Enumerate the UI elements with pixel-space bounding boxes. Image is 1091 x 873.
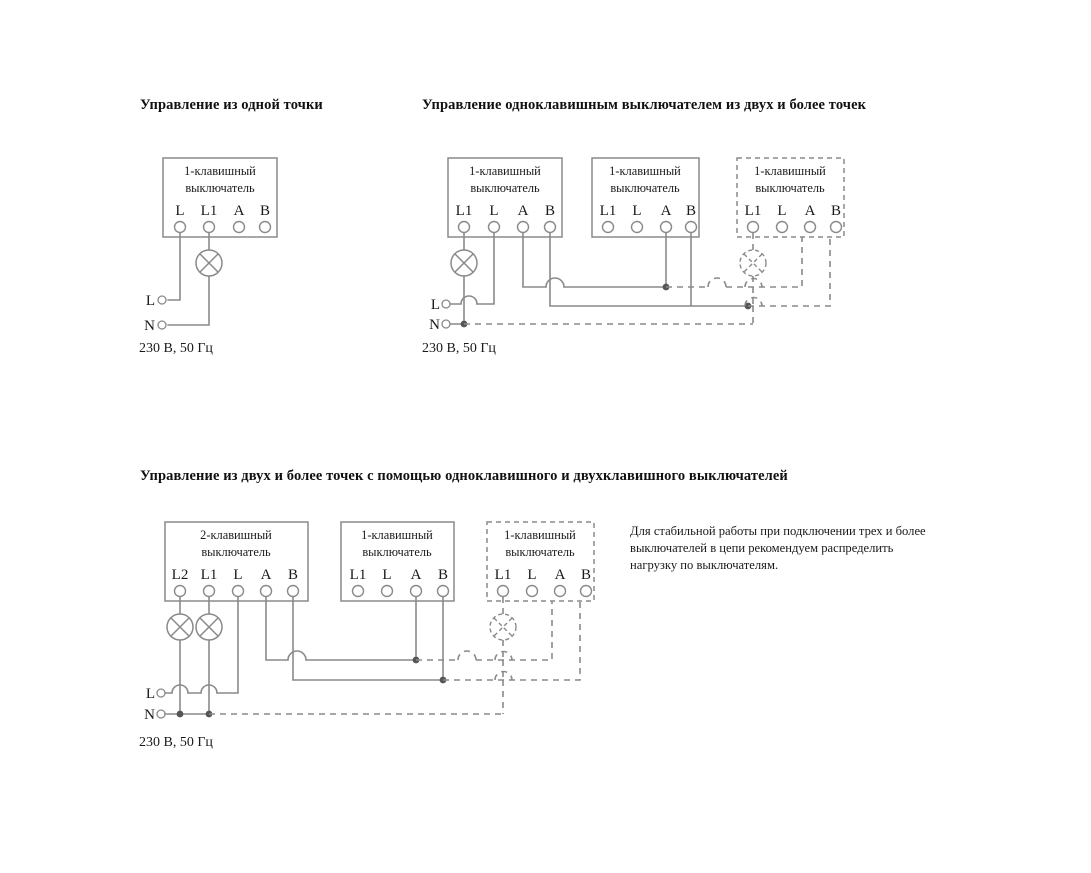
terminal-dot-3-2-2 <box>411 586 422 597</box>
terminal-label-2-1-0: L1 <box>455 203 473 219</box>
supply-label-neutral-2: N <box>429 317 440 333</box>
section-title-one-and-two-gang: Управление из двух и более точек с помощью одноклавишного и двухклавишного выключателей <box>140 468 788 484</box>
terminal-dot-3-2-0 <box>353 586 364 597</box>
terminal-label-2-3-0: L1 <box>744 203 762 219</box>
terminal-dot-3-1-1 <box>204 586 215 597</box>
terminal-dot-3-3-3 <box>581 586 592 597</box>
switch-title-line1-2-2: 1-клавишный <box>609 164 681 178</box>
wire-B-down-3 <box>293 597 443 680</box>
lamp-cross-3-1 <box>171 618 189 636</box>
terminal-label-2-3-3: B <box>830 203 842 219</box>
terminal-label-3-2-1: L <box>382 567 392 583</box>
terminal-dot-3-3-0 <box>498 586 509 597</box>
terminal-dot-3-2-1 <box>382 586 393 597</box>
wire-hop-A-3 <box>288 651 306 660</box>
switch-title-line2-3-1: выключатель <box>201 545 271 559</box>
terminal-label-3-3-2: A <box>554 567 566 583</box>
supply-label-neutral-3: N <box>144 707 155 723</box>
terminal-dot-3-1-0 <box>175 586 186 597</box>
terminal-label-1-1-3: B <box>259 203 271 219</box>
terminal-label-2-3-1: L <box>777 203 787 219</box>
terminal-label-3-1-1: L1 <box>200 567 218 583</box>
junction-dot-N1-3 <box>177 711 184 718</box>
terminal-label-1-1-0: L <box>175 203 185 219</box>
lamp-cross-3-3 <box>494 618 512 636</box>
terminal-dot-3-1-4 <box>288 586 299 597</box>
section-title-single-point: Управление из одной точки <box>140 97 323 113</box>
terminal-label-3-1-0: L2 <box>171 567 189 583</box>
switch-title-line2-2-2: выключатель <box>610 181 680 195</box>
terminal-label-3-3-0: L1 <box>494 567 512 583</box>
voltage-label-diagram-2: 230 В, 50 Гц <box>422 341 496 356</box>
terminal-label-2-2-1: L <box>632 203 642 219</box>
wire-L-down-3 <box>217 597 238 693</box>
lamp-symbol-3-3 <box>490 614 516 640</box>
terminal-label-3-1-4: B <box>287 567 299 583</box>
supply-label-line-2: L <box>430 297 440 313</box>
terminal-label-3-1-2: L <box>233 567 243 583</box>
switch-title-line1-1-1: 1-клавишный <box>184 164 256 178</box>
switch-title-line1-3-3: 1-клавишный <box>504 528 576 542</box>
voltage-label-diagram-3: 230 В, 50 Гц <box>139 735 213 750</box>
switch-title-line2-3-2: выключатель <box>362 545 432 559</box>
terminal-label-3-2-0: L1 <box>349 567 367 583</box>
switch-title-line1-2-1: 1-клавишный <box>469 164 541 178</box>
terminal-label-3-2-3: B <box>437 567 449 583</box>
terminal-dot-3-3-1 <box>527 586 538 597</box>
terminal-label-3-3-3: B <box>580 567 592 583</box>
switch-title-line1-3-2: 1-клавишный <box>361 528 433 542</box>
terminal-label-2-2-0: L1 <box>599 203 617 219</box>
wire-B-dashed-up-3 <box>443 601 580 680</box>
terminal-label-1-1-2: A <box>233 203 245 219</box>
lamp-cross-3-2 <box>200 618 218 636</box>
terminal-label-2-1-2: A <box>517 203 529 219</box>
switch-title-line2-2-3: выключатель <box>755 181 825 195</box>
terminal-label-2-3-2: A <box>804 203 816 219</box>
terminal-label-2-1-3: B <box>544 203 556 219</box>
supply-terminal-line-3 <box>157 689 165 697</box>
terminal-label-1-1-1: L1 <box>200 203 218 219</box>
switch-title-line2-3-3: выключатель <box>505 545 575 559</box>
switch-title-line2-1-1: выключатель <box>185 181 255 195</box>
terminal-label-2-1-1: L <box>489 203 499 219</box>
wire-A-down-3 <box>266 597 288 660</box>
section-title-one-gang-multipoint: Управление одноклавишным выключателем из двух и более точек <box>422 97 867 113</box>
terminal-label-2-2-2: A <box>660 203 672 219</box>
switch-title-line1-3-1: 2-клавишный <box>200 528 272 542</box>
stability-note: Для стабильной работы при подключении трех и более выключателей в цепи рекомендуем распределить нагрузку по выключателям. <box>630 524 926 572</box>
terminal-label-3-2-2: A <box>410 567 422 583</box>
supply-terminal-neutral-3 <box>157 710 165 718</box>
terminal-label-2-2-3: B <box>685 203 697 219</box>
terminal-dot-3-1-2 <box>233 586 244 597</box>
switch-title-line1-2-3: 1-клавишный <box>754 164 826 178</box>
terminal-label-3-3-1: L <box>527 567 537 583</box>
supply-label-line-1: L <box>145 293 155 309</box>
terminal-dot-3-2-3 <box>438 586 449 597</box>
wire-A-dashed-up-3 <box>476 601 552 660</box>
terminal-dot-3-3-2 <box>555 586 566 597</box>
switch-title-line2-2-1: выключатель <box>470 181 540 195</box>
terminal-label-3-1-3: A <box>260 567 272 583</box>
wire-hop-A-dash-3 <box>458 651 476 660</box>
supply-label-neutral-1: N <box>144 318 155 334</box>
voltage-label-diagram-1: 230 В, 50 Гц <box>139 341 213 356</box>
terminal-dot-3-1-3 <box>261 586 272 597</box>
supply-label-line-3: L <box>145 686 155 702</box>
